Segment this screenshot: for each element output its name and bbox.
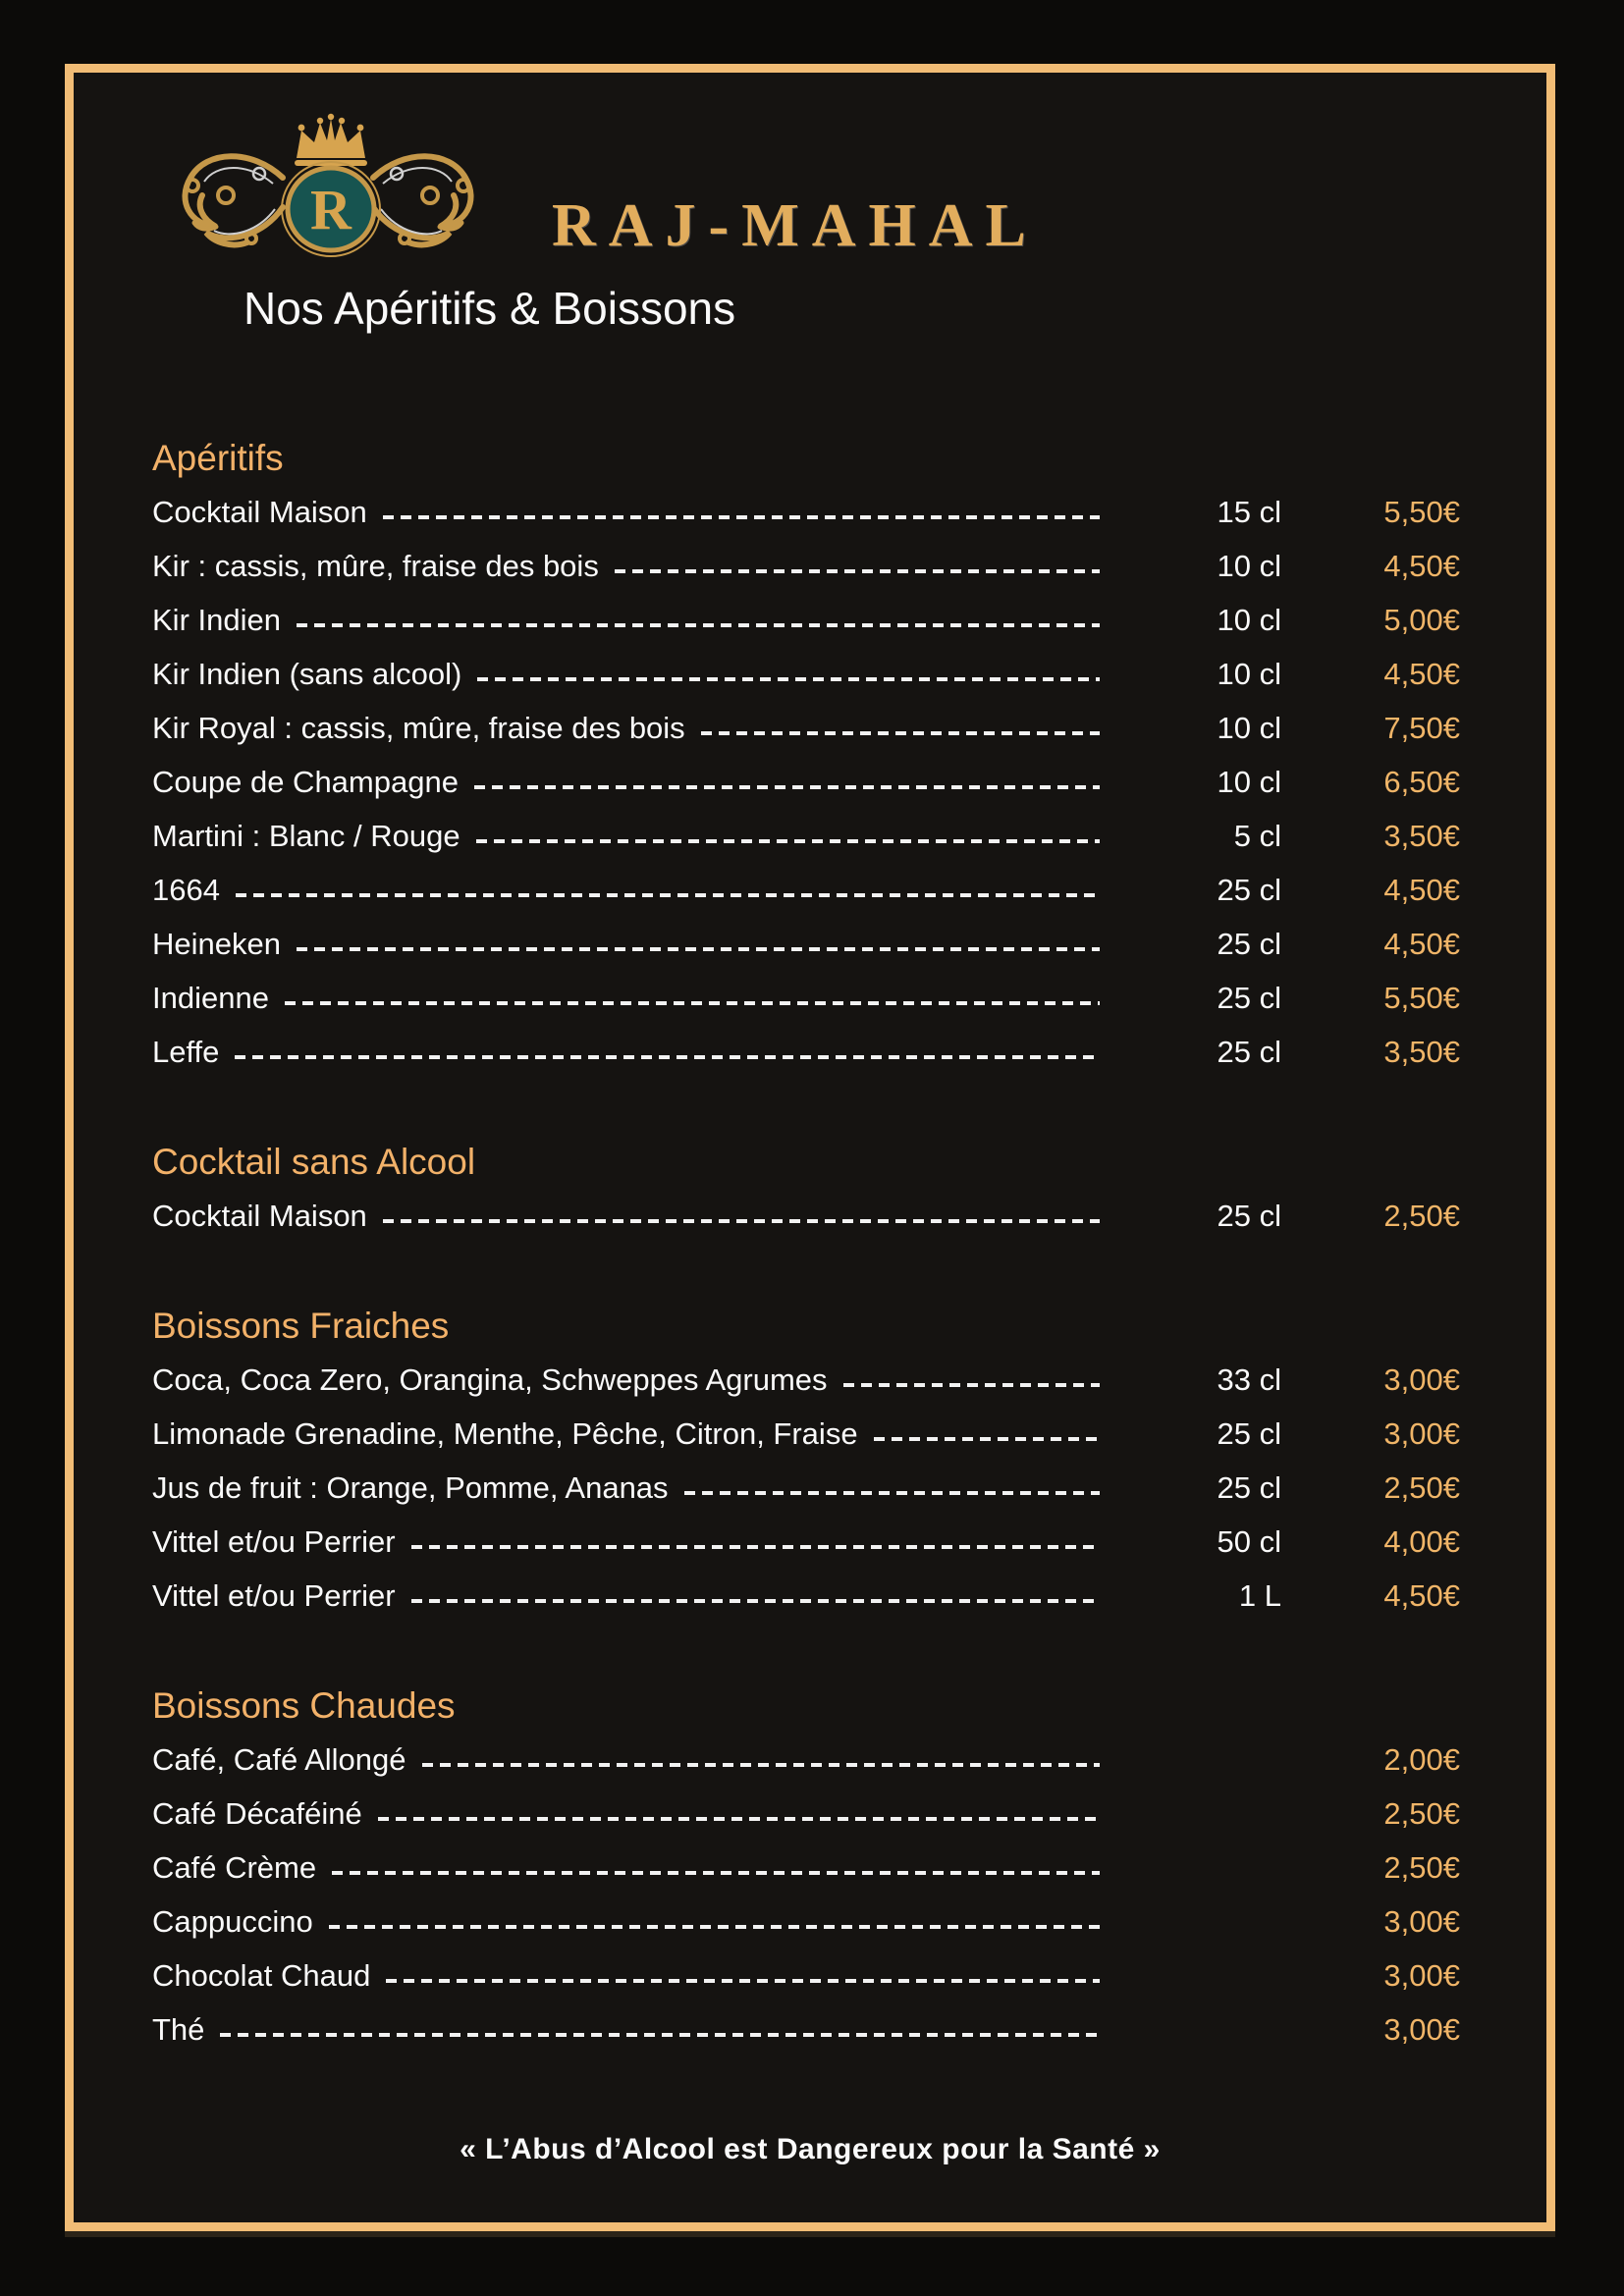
section-heading: Boissons Chaudes bbox=[152, 1685, 456, 1726]
header bbox=[157, 113, 1547, 260]
item-name: Café Crème bbox=[152, 1849, 317, 1885]
brand-name: RAJ-MAHAL bbox=[552, 192, 1039, 259]
item-name: Cappuccino bbox=[152, 1903, 313, 1939]
item-price: 5,50€ bbox=[1383, 980, 1460, 1015]
item-name: Chocolat Chaud bbox=[152, 1957, 371, 1993]
menu-row bbox=[152, 755, 1460, 809]
item-name: Kir Indien bbox=[152, 602, 281, 637]
dotted-leader bbox=[476, 839, 1100, 843]
item-name: 1664 bbox=[152, 872, 220, 907]
item-volume: 25 cl bbox=[1217, 1469, 1281, 1505]
item-volume: 33 cl bbox=[1217, 1362, 1281, 1397]
menu-row bbox=[152, 1787, 1460, 1841]
page-title: Nos Apéritifs & Boissons bbox=[244, 283, 736, 334]
item-name: Kir Royal : cassis, mûre, fraise des bois bbox=[152, 710, 685, 745]
dotted-leader bbox=[329, 1925, 1100, 1929]
item-price: 4,00€ bbox=[1383, 1523, 1460, 1559]
menu-row bbox=[152, 647, 1460, 701]
dotted-leader bbox=[411, 1599, 1100, 1603]
dotted-leader bbox=[684, 1491, 1100, 1495]
dotted-leader bbox=[297, 947, 1100, 951]
item-price: 7,50€ bbox=[1383, 710, 1460, 745]
item-price: 4,50€ bbox=[1383, 926, 1460, 961]
item-name: Jus de fruit : Orange, Pomme, Ananas bbox=[152, 1469, 669, 1505]
footer-warning: « L’Abus d’Alcool est Dangereux pour la Santé » bbox=[460, 2133, 1161, 2165]
item-name: Martini : Blanc / Rouge bbox=[152, 818, 460, 853]
menu-row bbox=[152, 1189, 1460, 1243]
item-price: 2,50€ bbox=[1383, 1198, 1460, 1233]
dotted-leader bbox=[220, 2033, 1100, 2037]
item-price: 2,50€ bbox=[1383, 1795, 1460, 1831]
item-name: Vittel et/ou Perrier bbox=[152, 1523, 396, 1559]
flourish-left bbox=[185, 156, 283, 244]
section-heading: Cocktail sans Alcool bbox=[152, 1142, 476, 1182]
menu-row bbox=[152, 809, 1460, 863]
crown-monogram-logo bbox=[157, 113, 499, 258]
menu-row bbox=[152, 539, 1460, 593]
dotted-leader bbox=[285, 1001, 1100, 1005]
menu-row bbox=[152, 593, 1460, 647]
dotted-leader bbox=[332, 1871, 1100, 1875]
menu-section bbox=[152, 1679, 1460, 2056]
item-volume: 10 cl bbox=[1217, 548, 1281, 583]
crown-icon bbox=[295, 114, 367, 166]
item-name: Kir : cassis, mûre, fraise des bois bbox=[152, 548, 599, 583]
menu-row bbox=[152, 917, 1460, 971]
dotted-leader bbox=[477, 677, 1100, 681]
item-volume: 25 cl bbox=[1217, 926, 1281, 961]
item-volume: 25 cl bbox=[1217, 1034, 1281, 1069]
item-volume: 25 cl bbox=[1217, 980, 1281, 1015]
menu-row bbox=[152, 485, 1460, 539]
item-volume: 10 cl bbox=[1217, 656, 1281, 691]
item-price: 5,50€ bbox=[1383, 494, 1460, 529]
menu-section bbox=[152, 431, 1460, 1079]
menu-row bbox=[152, 1025, 1460, 1079]
menu-content bbox=[73, 73, 1547, 2222]
dotted-leader bbox=[874, 1437, 1100, 1441]
item-volume: 10 cl bbox=[1217, 710, 1281, 745]
item-price: 3,00€ bbox=[1383, 1903, 1460, 1939]
item-price: 4,50€ bbox=[1383, 872, 1460, 907]
dotted-leader bbox=[701, 731, 1100, 735]
item-price: 4,50€ bbox=[1383, 656, 1460, 691]
menu-row bbox=[152, 971, 1460, 1025]
menu bbox=[73, 431, 1547, 2056]
item-price: 3,00€ bbox=[1383, 1415, 1460, 1451]
item-name: Vittel et/ou Perrier bbox=[152, 1577, 396, 1613]
dotted-leader bbox=[386, 1979, 1100, 1983]
dotted-leader bbox=[236, 893, 1100, 897]
item-volume: 50 cl bbox=[1217, 1523, 1281, 1559]
item-price: 3,00€ bbox=[1383, 2011, 1460, 2047]
item-volume: 10 cl bbox=[1217, 602, 1281, 637]
item-name: Thé bbox=[152, 2011, 205, 2047]
item-name: Indienne bbox=[152, 980, 269, 1015]
dotted-leader bbox=[422, 1763, 1100, 1767]
item-name: Cocktail Maison bbox=[152, 494, 367, 529]
item-price: 3,00€ bbox=[1383, 1362, 1460, 1397]
dotted-leader bbox=[297, 623, 1100, 627]
medallion bbox=[282, 162, 380, 256]
item-volume: 1 L bbox=[1238, 1577, 1281, 1613]
menu-row bbox=[152, 2002, 1460, 2056]
menu-section bbox=[152, 1135, 1460, 1243]
menu-row bbox=[152, 1841, 1460, 1895]
dotted-leader bbox=[615, 569, 1100, 573]
menu-row bbox=[152, 1733, 1460, 1787]
menu-row bbox=[152, 1407, 1460, 1461]
item-price: 4,50€ bbox=[1383, 548, 1460, 583]
logo-letter: R bbox=[310, 178, 352, 241]
item-name: Café Décaféiné bbox=[152, 1795, 362, 1831]
item-volume: 5 cl bbox=[1233, 818, 1281, 853]
item-price: 4,50€ bbox=[1383, 1577, 1460, 1613]
section-heading: Apéritifs bbox=[152, 438, 284, 478]
menu-row bbox=[152, 863, 1460, 917]
menu-row bbox=[152, 1895, 1460, 1949]
dotted-leader bbox=[411, 1545, 1100, 1549]
menu-row bbox=[152, 1461, 1460, 1515]
item-price: 6,50€ bbox=[1383, 764, 1460, 799]
menu-row bbox=[152, 1353, 1460, 1407]
menu-row bbox=[152, 1515, 1460, 1569]
dotted-leader bbox=[383, 1219, 1100, 1223]
item-price: 2,00€ bbox=[1383, 1741, 1460, 1777]
item-volume: 25 cl bbox=[1217, 1198, 1281, 1233]
menu-section bbox=[152, 1299, 1460, 1623]
dotted-leader bbox=[235, 1055, 1100, 1059]
dotted-leader bbox=[378, 1817, 1100, 1821]
item-price: 2,50€ bbox=[1383, 1469, 1460, 1505]
section-heading: Boissons Fraiches bbox=[152, 1306, 450, 1346]
item-name: Heineken bbox=[152, 926, 281, 961]
item-volume: 10 cl bbox=[1217, 764, 1281, 799]
item-volume: 25 cl bbox=[1217, 872, 1281, 907]
item-price: 3,00€ bbox=[1383, 1957, 1460, 1993]
dotted-leader bbox=[383, 515, 1100, 519]
item-price: 3,50€ bbox=[1383, 1034, 1460, 1069]
menu-row bbox=[152, 1949, 1460, 2002]
menu-row bbox=[152, 1569, 1460, 1623]
item-name: Cocktail Maison bbox=[152, 1198, 367, 1233]
menu-row bbox=[152, 701, 1460, 755]
item-price: 3,50€ bbox=[1383, 818, 1460, 853]
item-name: Coupe de Champagne bbox=[152, 764, 459, 799]
item-name: Café, Café Allongé bbox=[152, 1741, 406, 1777]
item-volume: 25 cl bbox=[1217, 1415, 1281, 1451]
dotted-leader bbox=[474, 785, 1100, 789]
item-price: 5,00€ bbox=[1383, 602, 1460, 637]
dotted-leader bbox=[843, 1383, 1100, 1387]
item-price: 2,50€ bbox=[1383, 1849, 1460, 1885]
item-volume: 15 cl bbox=[1217, 494, 1281, 529]
item-name: Leffe bbox=[152, 1034, 220, 1069]
item-name: Limonade Grenadine, Menthe, Pêche, Citron, Fraise bbox=[152, 1415, 858, 1451]
flourish-right bbox=[373, 156, 471, 244]
item-name: Coca, Coca Zero, Orangina, Schweppes Agrumes bbox=[152, 1362, 828, 1397]
item-name: Kir Indien (sans alcool) bbox=[152, 656, 462, 691]
